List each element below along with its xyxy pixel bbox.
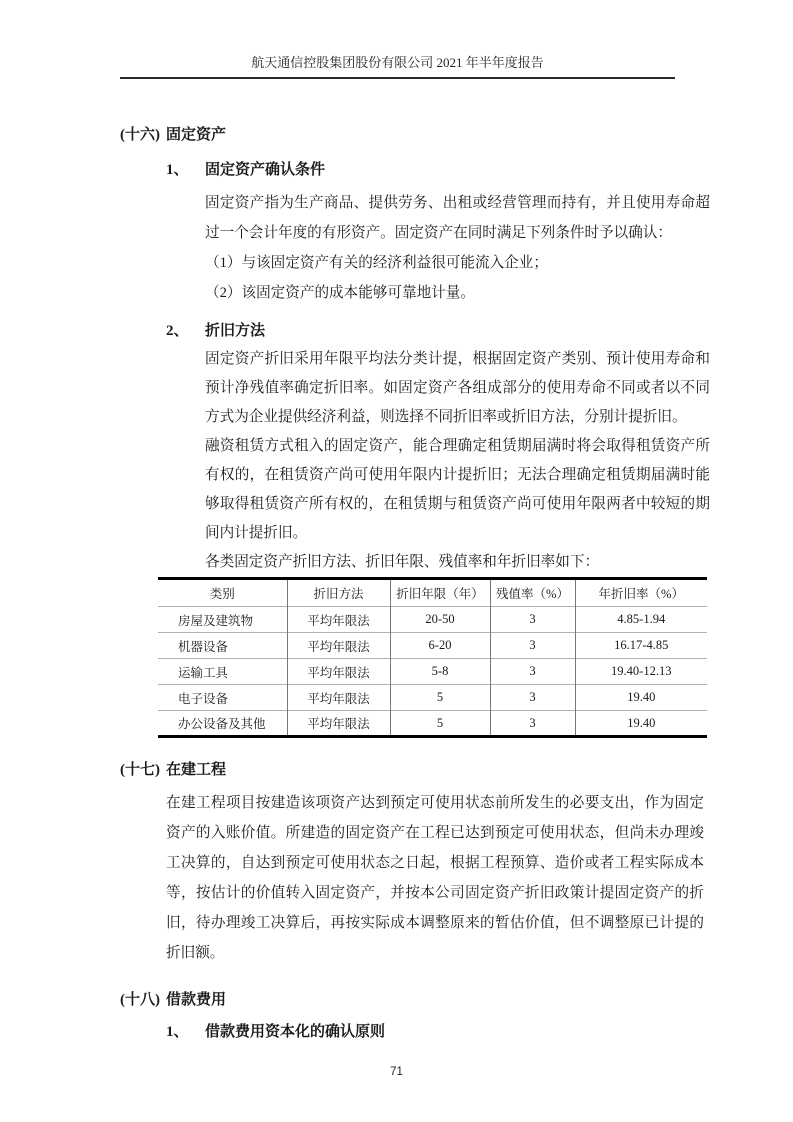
table-header-cell-years: 折旧年限（年） (390, 579, 490, 607)
table-cell: 3 (490, 685, 575, 711)
table-cell: 6-20 (390, 633, 490, 659)
condition-item-2: （2）该固定资产的成本能够可靠地计量。 (205, 285, 475, 301)
section-16-title: 固定资产 (166, 127, 227, 143)
subsection-18-1-heading (166, 1022, 793, 1043)
paragraph: 融资租赁方式租入的固定资产，能合理确定租赁期届满时将会取得租赁资产所有权的，在租赁资产尚可使用年限内计提折旧；无法合理确定租赁期届满时能够取得租赁资产所有权的，在租赁期与租赁资产尚可使用年限两者中较短的期间内计提折旧。 (205, 438, 710, 541)
subsection-18-1-number: 1、 (166, 1024, 189, 1040)
subsection-16-2-heading (166, 321, 793, 342)
section-18-heading (120, 990, 793, 1011)
section-17-title: 在建工程 (166, 762, 227, 778)
table-cell: 机器设备 (158, 633, 287, 659)
section-17-heading (120, 760, 793, 781)
table-cell: 平均年限法 (287, 685, 390, 711)
table-cell: 5 (390, 685, 490, 711)
table-cell: 3 (490, 711, 575, 737)
table-cell: 5 (390, 711, 490, 737)
section-18-number: (十八) (120, 992, 160, 1008)
table-cell: 办公设备及其他 (158, 711, 287, 737)
subsection-18-1-title: 借款费用资本化的确认原则 (205, 1024, 386, 1040)
table-header-cell-annual-rate: 年折旧率（%） (575, 579, 707, 607)
table-cell: 平均年限法 (287, 711, 390, 737)
table-cell: 平均年限法 (287, 633, 390, 659)
page-footer (0, 1066, 793, 1078)
page-number: 71 (390, 1066, 403, 1078)
table-row (158, 685, 707, 711)
table-cell: 房屋及建筑物 (158, 607, 287, 633)
page-header (120, 54, 675, 71)
subsection-16-1-title: 固定资产确认条件 (205, 162, 326, 178)
table-cell: 平均年限法 (287, 607, 390, 633)
condition-item-1: （1）与该固定资产有关的经济利益很可能流入企业； (205, 255, 548, 271)
subsection-16-2-title: 折旧方法 (205, 323, 266, 339)
section-17-number: (十七) (120, 762, 160, 778)
table-row (158, 607, 707, 633)
table-cell: 3 (490, 659, 575, 685)
table-cell: 20-50 (390, 607, 490, 633)
section-16-number: (十六) (120, 127, 160, 143)
paragraph: 固定资产折旧采用年限平均法分类计提，根据固定资产类别、预计使用寿命和预计净残值率确定折旧率。如固定资产各组成部分的使用寿命不同或者以不同方式为企业提供经济利益，则选择不同折旧率或折旧方法，分别计提折旧。 (205, 351, 710, 425)
depreciation-table (158, 577, 707, 738)
header-title: 航天通信控股集团股份有限公司 2021 年半年度报告 (251, 55, 544, 70)
table-header-cell-category: 类别 (209, 587, 235, 601)
table-header-row (158, 579, 707, 607)
section-18-title: 借款费用 (166, 992, 227, 1008)
table-cell: 19.40-12.13 (575, 659, 707, 685)
table-cell: 19.40 (575, 685, 707, 711)
table-row (158, 711, 707, 737)
section-16-heading (120, 125, 793, 146)
header-rule (120, 77, 675, 79)
subsection-16-1-body (205, 188, 710, 308)
table-cell: 电子设备 (158, 685, 287, 711)
subsection-16-2-number: 2、 (166, 323, 189, 339)
table-header-cell-residual: 残值率（%） (490, 579, 575, 607)
table-intro-line: 各类固定资产折旧方法、折旧年限、残值率和年折旧率如下： (205, 554, 600, 570)
table-cell: 运输工具 (158, 659, 287, 685)
table-row (158, 633, 707, 659)
subsection-16-1-heading (166, 160, 793, 181)
subsection-16-1-number: 1、 (166, 162, 189, 178)
paragraph: 固定资产指为生产商品、提供劳务、出租或经营管理而持有，并且使用寿命超过一个会计年度的有形资产。固定资产在同时满足下列条件时予以确认： (205, 195, 710, 241)
table-header-cell-method: 折旧方法 (287, 579, 390, 607)
table-row (158, 659, 707, 685)
subsection-16-2-body (205, 345, 710, 577)
table-cell: 3 (490, 633, 575, 659)
table-cell: 4.85-1.94 (575, 607, 707, 633)
table-cell: 平均年限法 (287, 659, 390, 685)
table-cell: 19.40 (575, 711, 707, 737)
section-17-paragraph: 在建工程项目按建造该项资产达到预定可使用状态前所发生的必要支出，作为固定资产的入账价值。所建造的固定资产在工程已达到预定可使用状态，但尚未办理竣工决算的，自达到预定可使用状态之日起，根据工程预算、造价或者工程实际成本等，按估计的价值转入固定资产，并按本公司固定资产折旧政策计提固定资产的折旧，待办理竣工决算后，再按实际成本调整原来的暂估价值，但不调整原已计提的折旧额。 (166, 795, 704, 961)
table-cell: 5-8 (390, 659, 490, 685)
table-cell: 3 (490, 607, 575, 633)
table-cell: 16.17-4.85 (575, 633, 707, 659)
